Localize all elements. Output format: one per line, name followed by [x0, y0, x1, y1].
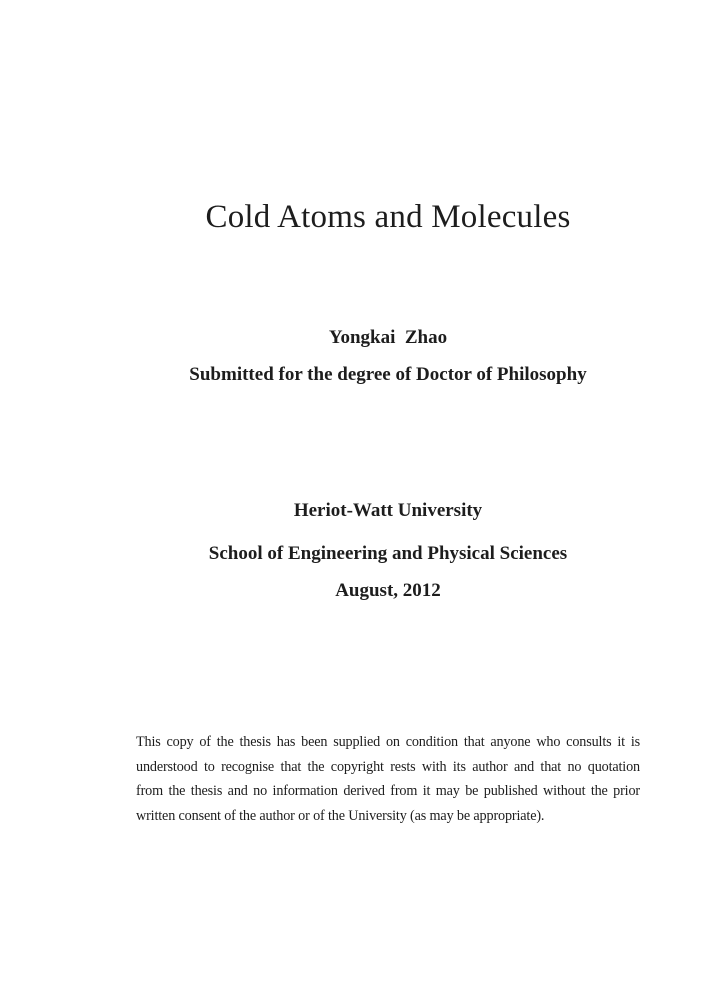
university-name: Heriot-Watt University — [293, 500, 483, 521]
school-name: School of Engineering and Physical Sciences — [208, 543, 568, 564]
copyright-notice-line: from the thesis and no information derived from it may be published without the prior — [136, 783, 640, 800]
degree-statement: Submitted for the degree of Doctor of Philosophy — [189, 364, 587, 385]
thesis-title: Cold Atoms and Molecules — [205, 199, 571, 235]
copyright-notice-line: understood to recognise that the copyright rests with its author and that no quotation — [136, 758, 640, 775]
copyright-notice-line: This copy of the thesis has been supplied on condition that anyone who consults it is — [136, 734, 640, 750]
copyright-notice — [136, 730, 640, 828]
submission-date: August, 2012 — [335, 580, 441, 601]
copyright-notice-line: written consent of the author or of the University (as may be appropriate). — [136, 807, 545, 824]
author-name: Yongkai Zhao — [328, 327, 448, 348]
